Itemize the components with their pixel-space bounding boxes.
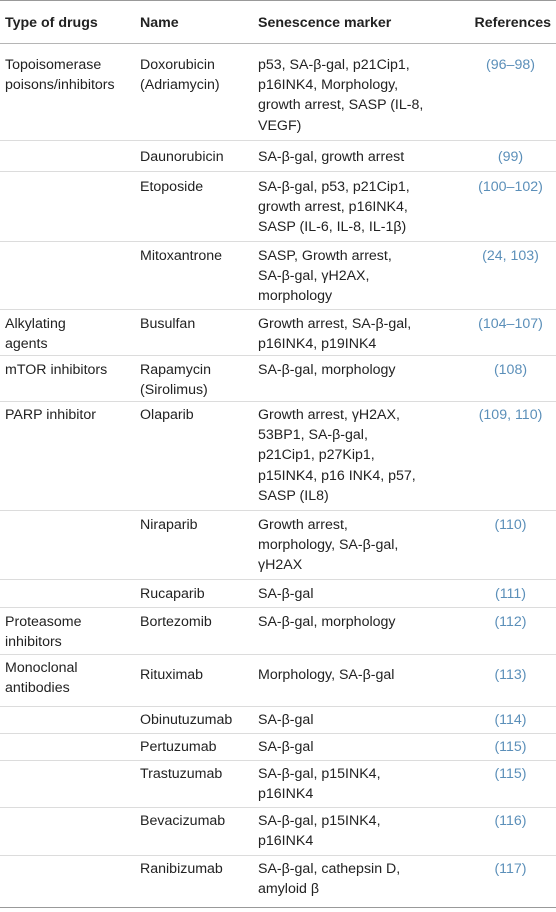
row-separator [0, 309, 556, 310]
table-row-marker: SA-β-gal, morphology [258, 362, 396, 378]
row-separator [0, 654, 556, 655]
table-row-marker: SA-β-gal [258, 586, 314, 602]
table-row-name: Rucaparib [140, 586, 205, 602]
row-separator [0, 855, 556, 856]
table-row-type: Topoisomerase poisons/inhibitors [5, 57, 115, 94]
table-row-reference-link[interactable]: (110) [494, 517, 527, 533]
header-type: Type of drugs [5, 15, 98, 31]
table-row-reference-link[interactable]: (116) [494, 813, 527, 829]
table-row-name: Bortezomib [140, 614, 212, 630]
table-row-name: Busulfan [140, 316, 196, 332]
table-row-reference-link[interactable]: (117) [494, 861, 527, 877]
table-row-name: Obinutuzumab [140, 712, 233, 728]
table-row-name: Olaparib [140, 407, 194, 423]
row-separator [0, 355, 556, 356]
table-row-reference-link[interactable]: (100–102) [478, 179, 543, 195]
table-row-marker: SA-β-gal, p15INK4, p16INK4 [258, 813, 381, 850]
row-separator [0, 140, 556, 141]
table-row-name: Niraparib [140, 517, 198, 533]
table-row-marker: SA-β-gal [258, 739, 314, 755]
row-separator [0, 401, 556, 402]
row-separator [0, 760, 556, 761]
table-row-reference-link[interactable]: (96–98) [486, 57, 535, 73]
table-row-type: Alkylating agents [5, 316, 66, 353]
table-bottom-rule [0, 907, 556, 908]
table-row-marker: Growth arrest, SA-β-gal, p16INK4, p19INK4 [258, 316, 412, 353]
table-top-rule [0, 0, 556, 1]
row-separator [0, 241, 556, 242]
table-row-name: Rituximab [140, 667, 204, 683]
table-row-marker: SA-β-gal, morphology [258, 614, 396, 630]
table-row-name: Pertuzumab [140, 739, 217, 755]
header-marker: Senescence marker [258, 15, 392, 31]
table-row-marker: p53, SA-β-gal, p21Cip1, p16INK4, Morphology, growth arrest, SASP (IL-8, VEGF) [258, 57, 424, 134]
table-row-name: Doxorubicin (Adriamycin) [140, 57, 220, 94]
table-row-reference-link[interactable]: (114) [494, 712, 527, 728]
row-separator [0, 807, 556, 808]
table-row-marker: Growth arrest, γH2AX, 53BP1, SA-β-gal, p21Cip1, p27Kip1, p15INK4, p16 INK4, p57, SASP (IL8) [258, 407, 416, 504]
table-row-reference-link[interactable]: (99) [497, 149, 524, 165]
table-row-type: mTOR inhibitors [5, 362, 108, 378]
row-separator [0, 171, 556, 172]
table-row-reference-link[interactable]: (113) [494, 667, 527, 683]
table-row-type: Monoclonal antibodies [5, 660, 78, 697]
table-row-reference-link[interactable]: (104–107) [478, 316, 543, 332]
table-row-reference-link[interactable]: (108) [493, 362, 528, 378]
row-separator [0, 733, 556, 734]
table-row-reference-link[interactable]: (115) [494, 739, 527, 755]
table-row-reference-link[interactable]: (111) [494, 586, 526, 602]
row-separator [0, 706, 556, 707]
table-row-name: Mitoxantrone [140, 248, 223, 264]
table-row-reference-link[interactable]: (24, 103) [482, 248, 539, 264]
row-separator [0, 579, 556, 580]
table-row-marker: SA-β-gal [258, 712, 314, 728]
table-row-marker: SA-β-gal, growth arrest [258, 149, 405, 165]
table-row-name: Daunorubicin [140, 149, 224, 165]
table-row-name: Trastuzumab [140, 766, 223, 782]
row-separator [0, 607, 556, 608]
table-row-marker: Growth arrest, morphology, SA-β-gal, γH2AX [258, 517, 399, 574]
table-row-type: Proteasome inhibitors [5, 614, 82, 651]
table-row-reference-link[interactable]: (112) [494, 614, 527, 630]
row-separator [0, 510, 556, 511]
table-row-name: Bevacizumab [140, 813, 226, 829]
table-row-marker: Morphology, SA-β-gal [258, 667, 395, 683]
table-row-name: Rapamycin (Sirolimus) [140, 362, 211, 399]
table-row-marker: SA-β-gal, cathepsin D, amyloid β [258, 861, 401, 898]
table-row-marker: SA-β-gal, p15INK4, p16INK4 [258, 766, 381, 803]
table-row-marker: SASP, Growth arrest, SA-β-gal, γH2AX, morphology [258, 248, 392, 305]
header-rule [0, 43, 556, 44]
table-row-name: Ranibizumab [140, 861, 223, 877]
table-row-reference-link[interactable]: (115) [494, 766, 527, 782]
table-row-reference-link[interactable]: (109, 110) [478, 407, 543, 423]
header-name: Name [140, 15, 179, 31]
table-row-marker: SA-β-gal, p53, p21Cip1, growth arrest, p16INK4, SASP (IL-6, IL-8, IL-1β) [258, 179, 410, 236]
table-row-name: Etoposide [140, 179, 204, 195]
header-references: References [474, 15, 551, 31]
table-row-type: PARP inhibitor [5, 407, 96, 423]
